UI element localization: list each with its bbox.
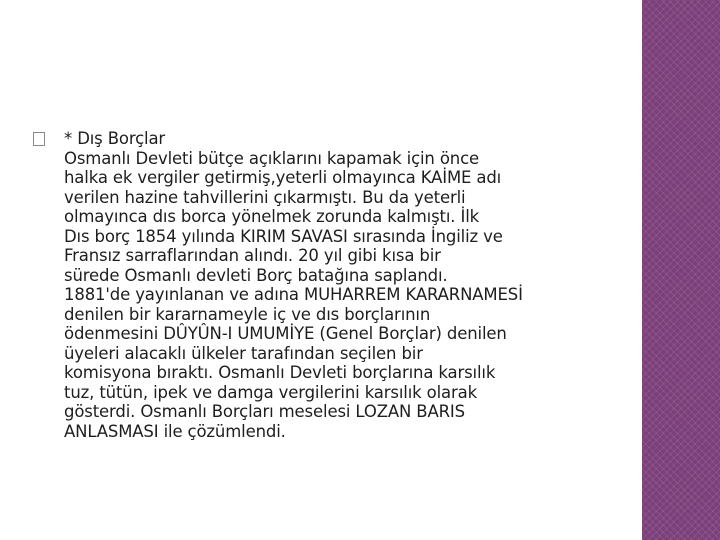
text-line: 1881'de yayınlanan ve adına MUHARREM KARARNAMESİ: [64, 285, 523, 304]
text-line: ANLASMASI ile çözümlendi.: [64, 421, 286, 441]
bullet-text: [64, 129, 523, 441]
text-line: verilen hazine tahvillerini çıkarmıştı. Bu da yeterli: [64, 187, 466, 207]
text-line: Osmanlı Devleti bütçe açıklarını kapamak için önce: [64, 148, 479, 168]
text-line: tuz, tütün, ipek ve damga vergilerini karsılık olarak: [64, 382, 477, 402]
text-line: denilen bir kararnameyle iç ve dıs borçlarının: [64, 304, 431, 324]
text-line-heading: * Dış Borçlar: [64, 129, 166, 148]
text-line: üyeleri alacaklı ülkeler tarafından seçilen bir: [64, 343, 423, 363]
text-line: olmayınca dıs borca yönelmek zorunda kalmıştı. İlk: [64, 207, 480, 226]
text-line: ödenmesini DÛYÛN-I UMUMİYE (Genel Borçlar) denilen: [64, 324, 507, 343]
text-line: halka ek vergiler getirmiş,yeterli olmayınca KAİME adı: [64, 168, 502, 187]
text-line: sürede Osmanlı devleti Borç batağına saplandı.: [64, 265, 448, 285]
bullet-item: [33, 129, 623, 441]
text-line: gösterdi. Osmanlı Borçları meselesi LOZAN BARIS: [64, 402, 465, 421]
slide-content: [33, 129, 623, 441]
text-line: Fransız sarraflarından alındı. 20 yıl gibi kısa bir: [64, 246, 441, 265]
decorative-side-panel: [642, 0, 720, 540]
square-placeholder-icon: [33, 132, 45, 146]
text-line: Dıs borç 1854 yılında KIRIM SAVASI sırasında İngiliz ve: [64, 226, 503, 246]
text-line: komisyona bıraktı. Osmanlı Devleti borçlarına karsılık: [64, 363, 496, 382]
